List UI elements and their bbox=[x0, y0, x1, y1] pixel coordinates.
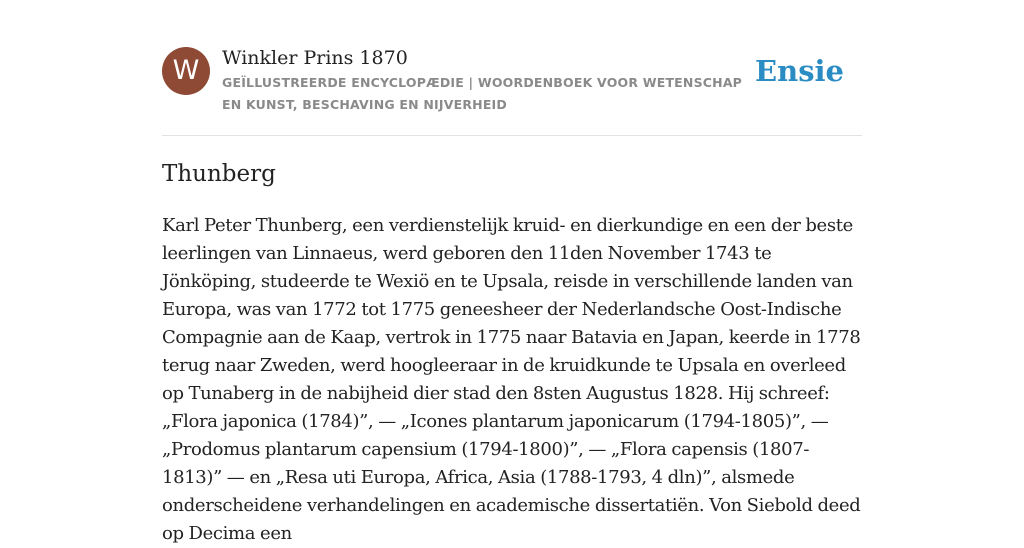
article-body: Karl Peter Thunberg, een verdienstelijk kruid- en dierkundige en een der beste leerlingen van Linnaeus, werd geboren den 11den November 1743 te Jönköping, studeerde te Wexiö en te Upsala, reisde in verschillende landen van Europa, was van 1772 tot 1775 geneesheer der Nederlandsche Oost-Indische Compagnie aan de Kaap, vertrok in 1775 naar Batavia en Japan, keerde in 1778 terug naar Zweden, werd hoogleeraar in de kruidkunde te Upsala en overleed op Tunaberg in de nabijheid dier stad den 8sten Augustus 1828. Hij schreef: „Flora japonica (1784)”, — „Icones plantarum japonicarum (1794-1805)”, — „Prodomus plantarum capensium (1794-1800)”, — „Flora capensis (1807-1813)” — en „Resa uti Europa, Africa, Asia (1788-1793, 4 dln)”, alsmede onderscheidene verhandelingen en academische dissertatiën. Von Siebold deed op Decima een bbox=[162, 215, 861, 544]
source-header bbox=[162, 46, 862, 136]
source-subtitle: GEÏLLUSTREERDE ENCYCLOPÆDIE | WOORDENBOEK VOOR WETENSCHAP EN KUNST, BESCHAVING EN NIJVERHEID bbox=[222, 75, 743, 112]
header-divider bbox=[162, 135, 862, 136]
source-avatar[interactable]: W bbox=[162, 47, 210, 95]
ensie-logo[interactable]: Ensie bbox=[755, 54, 844, 88]
article-title: Thunberg bbox=[162, 161, 276, 187]
source-title-link[interactable]: Winkler Prins 1870 bbox=[222, 47, 408, 69]
